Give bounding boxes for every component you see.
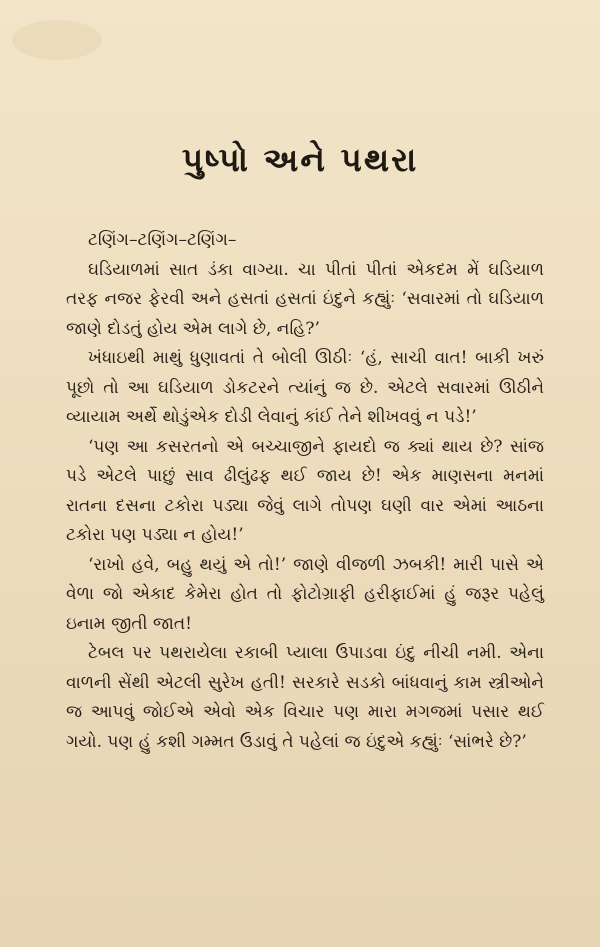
chapter-body [66,226,544,757]
paper-stain [12,20,102,60]
paragraph-3: ખંધાઇથી માથું ધુણાવતાં તે બોલી ઊઠીઃ ‘હં, સાચી વાત! બાકી ખરું પૂછો તો આ ઘડિયાળ ડોકટરને ત્યાંનું જ છે. એટલે સવારમાં ઊઠીને વ્યાયામ અર્થે થોડુંએક દોડી લેવાનું કાંઈ તેને શીખવવું ન પડે!’ [66,348,544,427]
paragraph-6: ટેબલ પર પથરાયેલા રકાબી પ્યાલા ઉપાડવા ઇંદુ નીચી નમી. એના વાળની સેંથી એટલી સુરેખ હતી! સરકારે સડકો બાંધવાનું કામ સ્ત્રીઓને જ આપવું જોઈએ એવો એક વિચાર પણ મારા મગજમાં પસાર થઈ ગયો. પણ હું કશી ગમ્મત ઉડાવું તે પહેલાં જ ઇંદુએ કહ્યુંઃ ‘સાંભરે છે?’ [66,643,544,752]
paragraph-4: ‘પણ આ કસરતનો એ બચ્ચાજીને ફાયદો જ ક્યાં થાય છે? સાંજ પડે એટલે પાછું સાવ ઢીલુંઢફ થઈ જાય છે! એક માણસના મનમાં રાતના દસના ટકોરા પડ્યા જેવું લાગે તોપણ ઘણી વાર એમાં આઠના ટકોરા પણ પડ્યા ન હોય!’ [66,436,544,545]
paragraph-2: ઘડિયાળમાં સાત ડંકા વાગ્યા. ચા પીતાં પીતાં એકદમ મેં ઘડિયાળ તરફ નજર ફેરવી અને હસતાં હસતાં ઇંદુને કહ્યુંઃ ‘સવારમાં તો ઘડિયાળ જાણે દોડતું હોય એમ લાગે છે, નહિ?’ [66,259,544,339]
paragraph-1: ટણિંગ–ટણિંગ–ટણિંગ– [88,230,237,250]
paragraph-5: ‘રાખો હવે, બહુ થયું એ તો!’ જાણે વીજળી ઝબકી! મારી પાસે એ વેળા જો એકાદ કેમેરા હોત તો ફોટોગ્રાફી હરીફાઈમાં હું જરૂર પહેલું ઇનામ જીતી જાત! [66,554,544,634]
chapter-title: પુષ્પો અને પથરા [181,140,419,179]
